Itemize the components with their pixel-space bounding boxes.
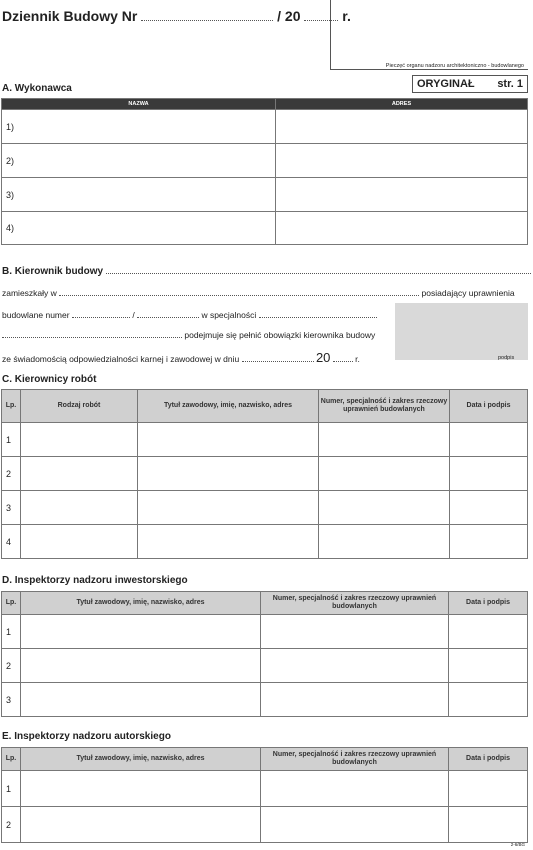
license-cell[interactable] (319, 457, 450, 491)
title-prefix: Dziennik Budowy Nr (2, 8, 138, 24)
name-cell[interactable] (21, 649, 261, 683)
row-number: 1 (2, 423, 21, 457)
name-cell[interactable] (138, 491, 319, 525)
page-label: str. 1 (497, 78, 523, 90)
row-number: 1 (2, 615, 21, 649)
header-license: Numer, specjalność i zakres rzeczowy uprawnień budowlanych (261, 592, 449, 615)
license-cell[interactable] (261, 807, 449, 843)
date-signature-cell[interactable] (450, 525, 528, 559)
license-cell[interactable] (319, 525, 450, 559)
header-title-name-address: Tytuł zawodowy, imię, nazwisko, adres (138, 390, 319, 423)
year-suffix-b: r. (355, 354, 360, 364)
date-signature-cell[interactable] (449, 771, 528, 807)
year-field-b[interactable] (333, 354, 353, 362)
site-manager-field[interactable] (106, 266, 531, 274)
works-type-cell[interactable] (21, 525, 138, 559)
contractor-address-cell[interactable] (276, 212, 528, 245)
awareness-line (2, 350, 360, 365)
license-number-line (2, 310, 377, 320)
contractor-name-cell[interactable]: 2) (2, 144, 276, 178)
signature-box[interactable] (395, 303, 528, 360)
section-c-title: C. Kierownicy robót (2, 374, 97, 385)
row-number: 2 (2, 807, 21, 843)
header-license: Numer, specjalność i zakres rzeczowy uprawnień budowlanych (261, 748, 449, 771)
header-title-name-address: Tytuł zawodowy, imię, nazwisko, adres (21, 748, 261, 771)
residence-field[interactable] (59, 288, 419, 296)
header-title-name-address: Tytuł zawodowy, imię, nazwisko, adres (21, 592, 261, 615)
date-signature-cell[interactable] (450, 491, 528, 525)
license-cell[interactable] (261, 683, 449, 717)
row-number: 2 (2, 457, 21, 491)
original-label: ORYGINAŁ (417, 78, 475, 90)
awareness-label: ze świadomością odpowiedzialności karnej i zawodowej w dniu (2, 354, 240, 364)
year-suffix: r. (342, 8, 351, 24)
date-signature-cell[interactable] (450, 423, 528, 457)
name-cell[interactable] (138, 457, 319, 491)
header-license: Numer, specjalność i zakres rzeczowy uprawnień budowlanych (319, 390, 450, 423)
date-signature-cell[interactable] (449, 649, 528, 683)
investor-inspectors-table (1, 591, 528, 717)
form-code: 2-6/BG (510, 842, 525, 847)
license-number-field-2[interactable] (137, 310, 199, 318)
col-address-header: ADRES (276, 99, 528, 110)
contractor-address-cell[interactable] (276, 110, 528, 144)
author-inspectors-table (1, 747, 528, 843)
signature-label: podpis (498, 355, 515, 361)
header-works-type: Rodzaj robót (21, 390, 138, 423)
row-number: 3 (2, 683, 21, 717)
document-title (2, 8, 351, 24)
name-cell[interactable] (138, 423, 319, 457)
date-signature-cell[interactable] (450, 457, 528, 491)
contractor-table (1, 98, 528, 245)
license-cell[interactable] (319, 423, 450, 457)
section-b-label: B. Kierownik budowy (2, 266, 104, 277)
original-badge (412, 75, 528, 93)
name-cell[interactable] (21, 683, 261, 717)
row-number: 3 (2, 491, 21, 525)
stamp-label: Pieczęć organu nadzoru architektoniczno - budowlanego (385, 63, 524, 69)
specialty-field[interactable] (259, 310, 377, 318)
license-number-field[interactable] (72, 310, 130, 318)
specialty-label: w specjalności (201, 310, 257, 320)
header-lp: Lp. (2, 748, 21, 771)
contractor-name-cell[interactable]: 3) (2, 178, 276, 212)
works-type-cell[interactable] (21, 457, 138, 491)
col-name-header: NAZWA (2, 99, 276, 110)
specialty-field-2[interactable] (2, 330, 182, 338)
works-type-cell[interactable] (21, 491, 138, 525)
date-signature-cell[interactable] (449, 683, 528, 717)
contractor-name-cell[interactable]: 1) (2, 110, 276, 144)
license-cell[interactable] (261, 649, 449, 683)
section-d-title: D. Inspektorzy nadzoru inwestorskiego (2, 575, 188, 586)
header-date-signature: Data i podpis (450, 390, 528, 423)
section-b-title (2, 266, 531, 277)
date-field[interactable] (242, 354, 314, 362)
row-number: 2 (2, 649, 21, 683)
year-label: 20 (315, 350, 331, 365)
row-number: 1 (2, 771, 21, 807)
license-slash: / (132, 310, 135, 320)
header-lp: Lp. (2, 592, 21, 615)
license-cell[interactable] (261, 615, 449, 649)
license-number-label: budowlane numer (2, 310, 70, 320)
residence-label: zamieszkały w (2, 288, 57, 298)
works-managers-table (1, 389, 528, 559)
section-e-title: E. Inspektorzy nadzoru autorskiego (2, 731, 171, 742)
license-label: posiadający uprawnienia (421, 288, 515, 298)
header-date-signature: Data i podpis (449, 748, 528, 771)
header-date-signature: Data i podpis (449, 592, 528, 615)
residence-line (2, 288, 515, 298)
name-cell[interactable] (21, 807, 261, 843)
contractor-name-cell[interactable]: 4) (2, 212, 276, 245)
name-cell[interactable] (21, 615, 261, 649)
section-a-title: A. Wykonawca (2, 83, 72, 94)
stamp-box (330, 0, 528, 70)
date-signature-cell[interactable] (449, 807, 528, 843)
row-number: 4 (2, 525, 21, 559)
license-cell[interactable] (261, 771, 449, 807)
date-signature-cell[interactable] (449, 615, 528, 649)
header-lp: Lp. (2, 390, 21, 423)
license-cell[interactable] (319, 491, 450, 525)
name-cell[interactable] (21, 771, 261, 807)
journal-number-field[interactable] (141, 11, 273, 21)
contractor-address-cell[interactable] (276, 178, 528, 212)
undertake-line (2, 330, 375, 340)
year-prefix: / 20 (277, 8, 301, 24)
undertake-label: podejmuje się pełnić obowiązki kierownika budowy (184, 330, 376, 340)
contractor-address-cell[interactable] (276, 144, 528, 178)
name-cell[interactable] (138, 525, 319, 559)
works-type-cell[interactable] (21, 423, 138, 457)
